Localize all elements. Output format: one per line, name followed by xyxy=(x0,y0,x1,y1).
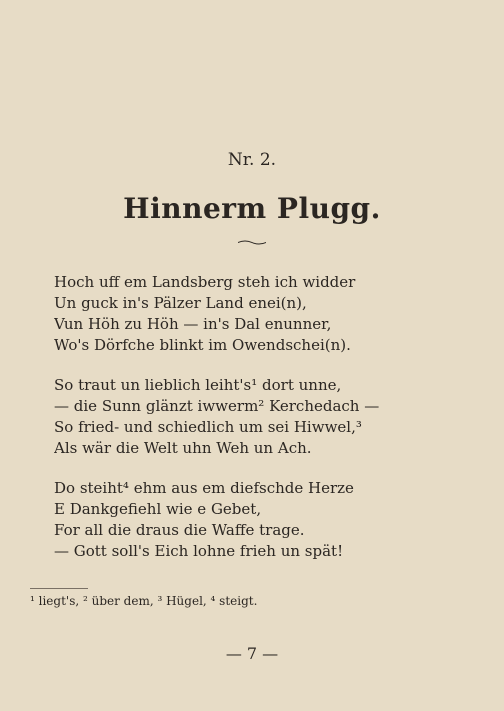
verse-line: So traut un lieblich leiht's¹ dort unne, xyxy=(54,376,342,394)
verse-line: Vun Höh zu Höh — in's Dal enunner, xyxy=(54,315,332,333)
stanza-1 xyxy=(54,272,494,356)
ornament-divider xyxy=(0,238,504,246)
verse-line: Wo's Dörfche blinkt im Owendschei(n). xyxy=(54,336,351,354)
footnote-rule xyxy=(30,588,88,589)
stanza-3 xyxy=(54,478,494,562)
footnotes: ¹ liegt's, ² über dem, ³ Hügel, ⁴ steigt. xyxy=(30,594,258,608)
poem-body xyxy=(54,272,494,581)
verse-line: E Dankgefiehl wie e Gebet, xyxy=(54,500,262,518)
verse-line: — Gott soll's Eich lohne frieh un spät! xyxy=(54,542,344,560)
stanza-2 xyxy=(54,375,494,459)
poem-title: Hinnerm Plugg. xyxy=(123,192,381,225)
verse-line: So fried- und schiedlich um sei Hiwwel,³ xyxy=(54,418,362,436)
dash-ornament-icon xyxy=(237,238,267,246)
page-number: — 7 — xyxy=(225,644,279,663)
verse-line: Un guck in's Pälzer Land enei(n), xyxy=(54,294,307,312)
verse-line: Do steiht⁴ ehm aus em diefschde Herze xyxy=(54,479,354,497)
poem-number: Nr. 2. xyxy=(227,150,277,170)
verse-line: For all die draus die Waffe trage. xyxy=(54,521,305,539)
verse-line: — die Sunn glänzt iwwerm² Kerchedach — xyxy=(54,397,380,415)
verse-line: Als wär die Welt uhn Weh un Ach. xyxy=(54,439,312,457)
verse-line: Hoch uff em Landsberg steh ich widder xyxy=(54,273,356,291)
